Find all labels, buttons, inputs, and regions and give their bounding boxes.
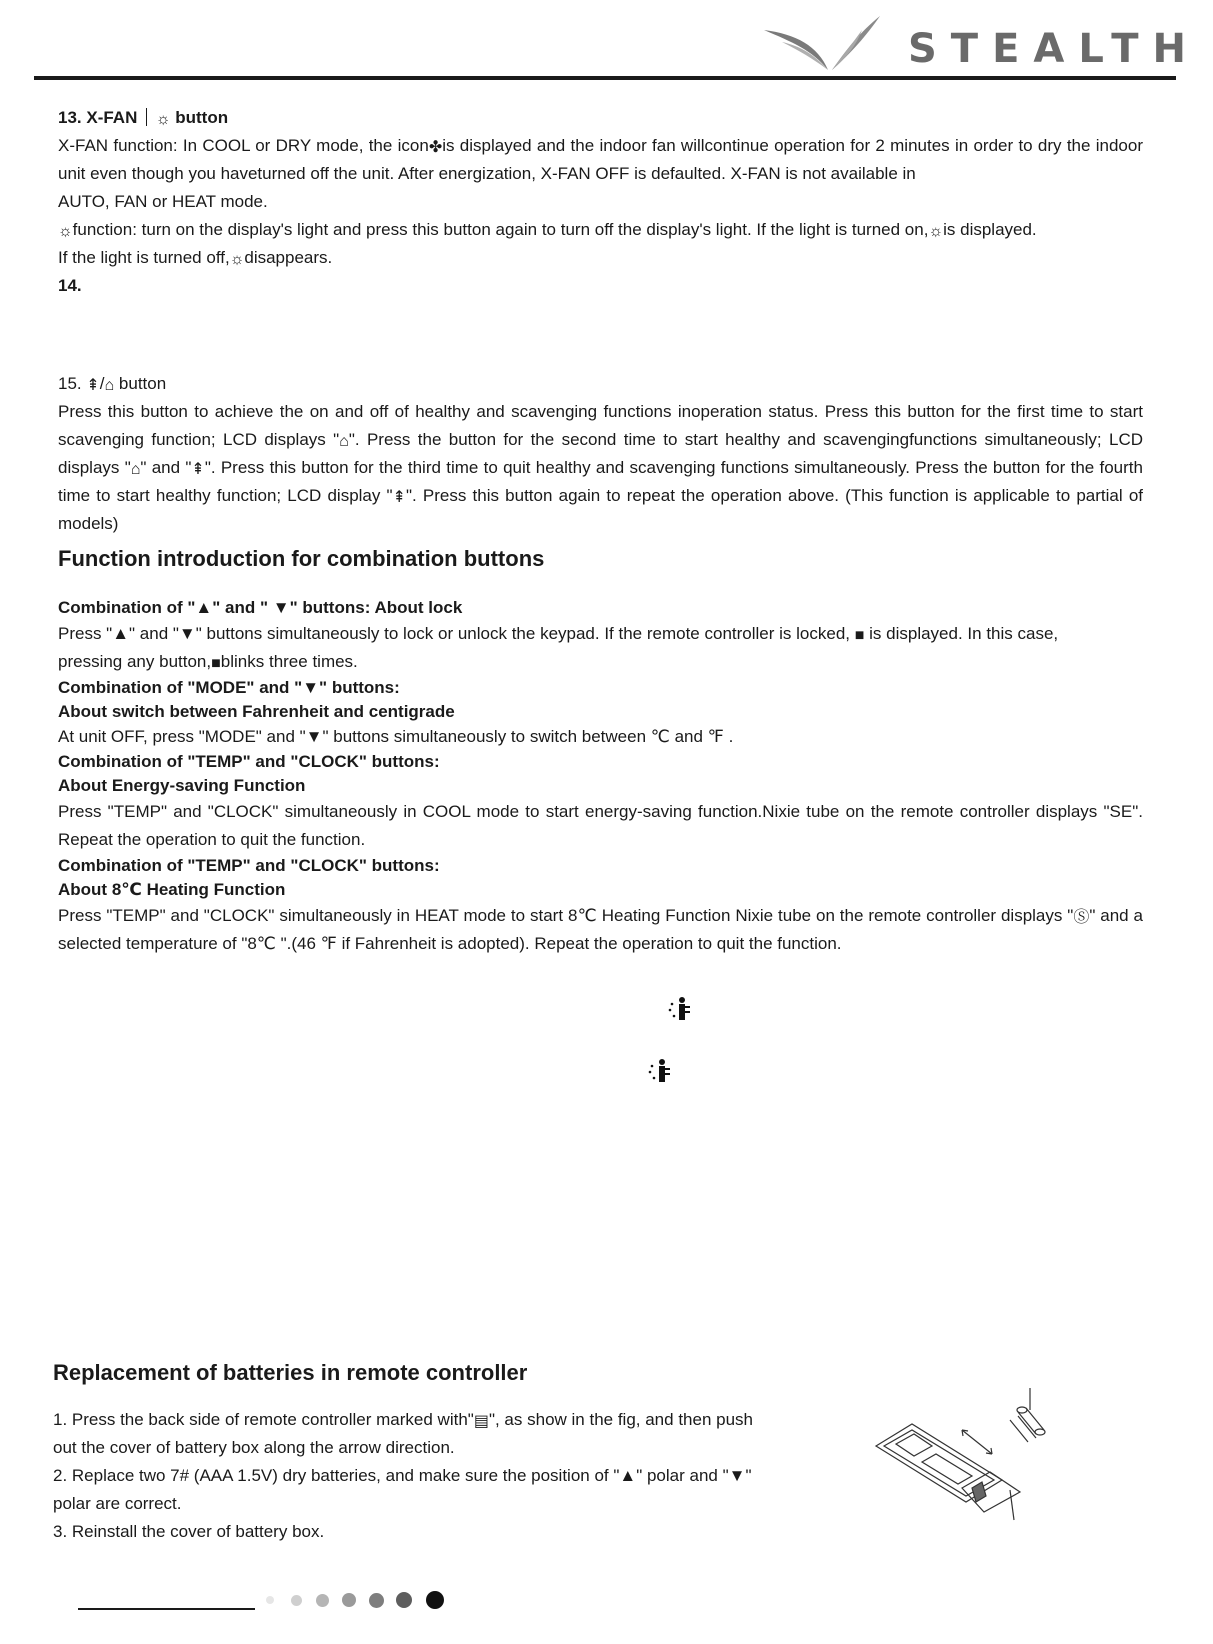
brand-logo (762, 12, 1201, 72)
divider (146, 108, 147, 126)
light-off-description: If the light is turned off,☼disappears. (58, 248, 333, 268)
batteries-steps (53, 1406, 773, 1546)
scavenging-house-icon: ⌂ (104, 377, 115, 394)
heating-text: Press "TEMP" and "CLOCK" simultaneously in HEAT mode to start 8℃ Heating Function Nixie tube on the remote controller displays "Ⓢ" and a selected temperature of "8℃ ".(46 ℉ if Fahrenheit is adopted). Repeat the operation to quit the function. (58, 906, 1143, 953)
unit-heading-1: Combination of "MODE" and "▼" buttons: (58, 678, 400, 697)
heating-heading-2: About 8℃ Heating Function (58, 880, 286, 899)
light-description: ☼function: turn on the display's light and press this button again to turn off the display's light. If the light is turned on,☼is displayed. (58, 220, 1037, 240)
energy-text: Press "TEMP" and "CLOCK" simultaneously in COOL mode to start energy-saving function.Nixie tube on the remote controller displays "SE". Repeat the operation to quit the function. (58, 802, 1143, 849)
scavenging-house-icon: ⌂ (130, 461, 141, 478)
combination-details (58, 596, 1143, 958)
footer-dot (316, 1594, 329, 1607)
battery-step-3: 3. Reinstall the cover of battery box. (53, 1522, 325, 1541)
dollar-circle-icon: Ⓢ (1073, 909, 1090, 926)
lock-text: Press "▲" and "▼" buttons simultaneously to lock or unlock the keypad. If the remote controller is locked, ■ is displayed. In this case, (58, 624, 1059, 644)
header-rule (34, 76, 1176, 80)
batteries-heading: Replacement of batteries in remote controller (53, 1360, 528, 1385)
footer-dot (396, 1592, 412, 1608)
lock-heading: Combination of "▲" and " ▼" buttons: About lock (58, 598, 463, 617)
combination-heading: Function introduction for combination buttons (58, 546, 545, 571)
brand-name: STEALTH (908, 26, 1201, 72)
footer-dot (266, 1596, 274, 1604)
lock-icon: ■ (854, 627, 865, 644)
combination-section (58, 546, 1143, 572)
unit-text: At unit OFF, press "MODE" and "▼" buttons simultaneously to switch between ℃ and ℉ . (58, 727, 734, 746)
wing-emblem-icon (762, 12, 912, 72)
footer-dot (369, 1593, 384, 1608)
healthy-tree-icon: ⇞ (86, 377, 100, 394)
person-sensing-icon (648, 1058, 672, 1084)
fan-icon: ✤ (428, 139, 443, 156)
unit-heading-2: About switch between Fahrenheit and centigrade (58, 702, 455, 721)
healthy-tree-icon: ⇞ (392, 489, 406, 506)
energy-heading-2: About Energy-saving Function (58, 776, 306, 795)
section-13-title: 13. X-FAN ☼ button (58, 108, 229, 128)
light-icon: ☼ (58, 223, 73, 240)
xfan-description-end: AUTO, FAN or HEAT mode. (58, 192, 268, 211)
section-15-description: Press this button to achieve the on and off of healthy and scavenging functions inoperation status. Press this button for the first time to start scavenging function; LCD displays "⌂". Press the button for the second time to start healthy and scavengingfunctions simultaneously; LCD displays "⌂" and "⇞". Press this button for the third time to quit healthy and scavenging functions simultaneously. Press the button for the fourth time to start healthy function; LCD display "⇞". Press this button again to repeat the operation above. (This function is applicable to partial of models) (58, 402, 1144, 533)
xfan-description: X-FAN function: In COOL or DRY mode, the icon✤is displayed and the indoor fan willcontinue operation for 2 minutes in order to dry the indoor unit even though you haveturned off the unit. After energization, X-FAN OFF is defaulted. X-FAN is not available in (58, 136, 1143, 183)
battery-step-2: 2. Replace two 7# (AAA 1.5V) dry batteries, and make sure the position of "▲" polar and "▼" polar are correct. (53, 1466, 752, 1513)
section-15-title: 15. ⇞/⌂ button (58, 374, 167, 394)
remote-battery-illustration (872, 1384, 1062, 1524)
lock-icon: ■ (211, 655, 221, 672)
batteries-section (53, 1360, 1153, 1386)
section-15 (58, 370, 1143, 538)
person-icon-figure-2 (648, 1058, 672, 1089)
light-icon: ☼ (155, 111, 171, 128)
healthy-tree-icon: ⇞ (191, 461, 205, 478)
lock-text-2: pressing any button,■blinks three times. (58, 652, 358, 672)
energy-heading-1: Combination of "TEMP" and "CLOCK" buttons: (58, 752, 440, 771)
person-icon-figure (668, 996, 692, 1027)
battery-replacement-figure (872, 1384, 1062, 1524)
section-14-number: 14. (58, 276, 82, 295)
section-13 (58, 104, 1143, 300)
footer-line (78, 1608, 255, 1610)
heating-heading-1: Combination of "TEMP" and "CLOCK" buttons: (58, 856, 440, 875)
light-icon: ☼ (229, 251, 245, 268)
scavenging-house-icon: ⌂ (339, 433, 349, 450)
footer-dot (426, 1591, 444, 1609)
light-icon: ☼ (928, 223, 944, 240)
footer-dot (291, 1595, 302, 1606)
battery-mark-icon: ▤ (473, 1413, 489, 1430)
footer-page-indicator (78, 1588, 478, 1612)
person-sensing-icon (668, 996, 692, 1022)
battery-step-1: 1. Press the back side of remote controller marked with"▤", as show in the fig, and then push out the cover of battery box along the arrow direction. (53, 1410, 753, 1457)
footer-dot (342, 1593, 356, 1607)
